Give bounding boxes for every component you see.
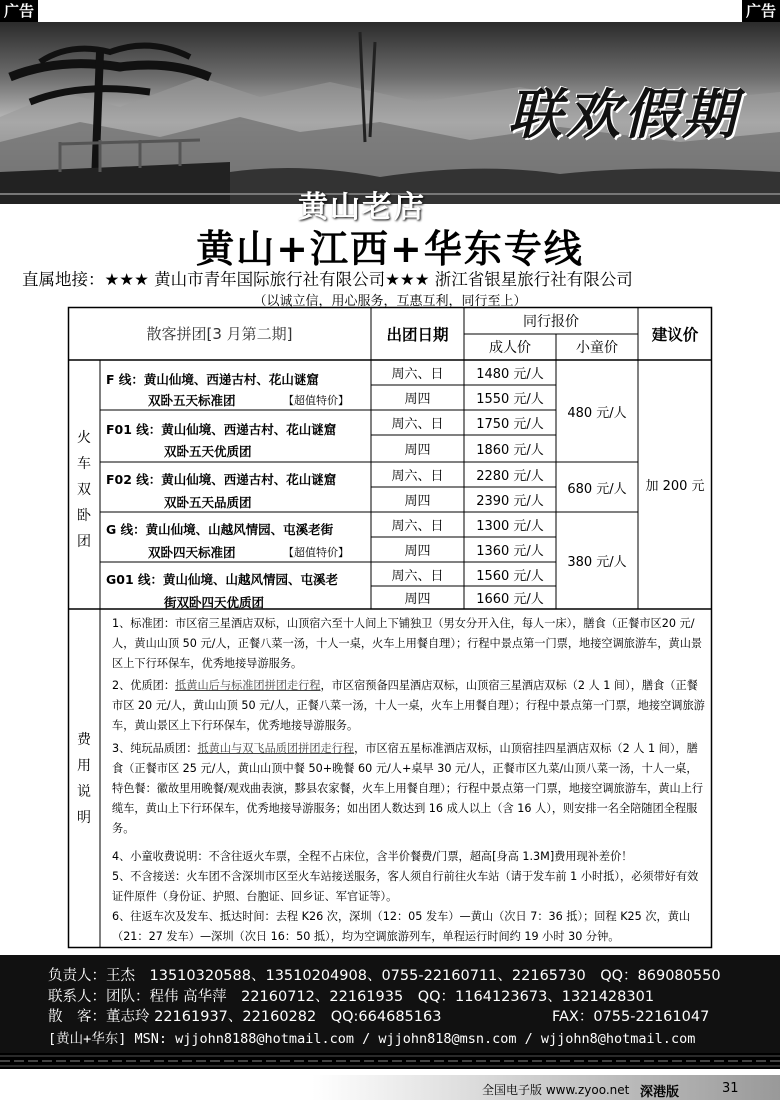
side-label-train: 火车双卧团 <box>77 430 91 550</box>
adult-price-g01-2: 1660 元/人 <box>476 592 544 607</box>
page-number: 31 <box>722 1081 739 1096</box>
fee-item-5: 5、不含接送：火车团不含深圳市区至火车站接送服务，客人须自行前往火车站（请于发车前 1 小时抵），必须带好有效证件原件（身份证、护照、台胞证、回乡证、军官证等）。 <box>112 870 699 903</box>
date-f01-1: 周六、日 <box>391 417 444 432</box>
edition-label: 深港版 <box>640 1085 680 1100</box>
fee-item-1: 1、标准团：市区宿三星酒店双标，山顶宿六至十人间上下铺独卫（男女分开入住，每人一床），膳食（正餐市区20 元/人，黄山山顶 50 元/人，正餐八菜一汤，十人一桌，火车上用餐自理）；行程中景点第一门票，地接空调旅游车，黄山景区上下行环保车，优秀地接导游服务。 <box>112 617 703 670</box>
header-group: 散客拼团[3 月第二期] <box>146 325 293 343</box>
decorative-border <box>0 1053 780 1069</box>
adult-price-g-1: 1300 元/人 <box>476 519 544 534</box>
route-f02-line2: 双卧五天品质团 <box>164 495 252 510</box>
footer-msn: [黄山+华东] MSN: wjjohn8188@hotmail.com / wjjohn818@msn.com / wjjohn8@hotmail.com <box>48 1031 696 1047</box>
footer-fax: FAX：0755-22161047 <box>552 1009 710 1025</box>
date-g01-1: 周六、日 <box>391 568 444 584</box>
date-g-1: 周六、日 <box>391 519 444 534</box>
date-f-1: 周六、日 <box>391 367 444 382</box>
route-g-line1: G 线：黄山仙境、山越风情园、屯溪老街 <box>106 522 334 537</box>
footer-individual: 散 客：董志玲 22161937、22160282 QQ:664685163 <box>48 1009 442 1025</box>
adult-price-f-2: 1550 元/人 <box>476 392 544 407</box>
route-f-tag: 【超值特价】 <box>283 394 349 407</box>
child-price-f02: 680 元/人 <box>567 481 627 497</box>
route-f01-line2: 双卧五天优质团 <box>164 444 252 459</box>
date-g01-2: 周四 <box>404 592 431 607</box>
meander-pattern <box>0 1053 780 1069</box>
adult-price-f01-2: 1860 元/人 <box>476 443 544 458</box>
fee-item-6: 6、往返车次及发车、抵达时间：去程 K26 次，深圳（12：05 发车）—黄山（次日 7：36 抵）；回程 K25 次，黄山（21：27 发车）—深圳（次日 16：50 抵），均为空调旅游列车，单程运行时间约 19 小时 30 分钟。 <box>112 910 691 943</box>
adult-price-f02-2: 2390 元/人 <box>476 494 544 509</box>
ad-tag-left: 广告 <box>0 0 38 22</box>
fee-item-3: 3、纯玩品质团：抵黄山与双飞品质团拼团走行程，市区宿五星标准酒店双标，山顶宿挂四星酒店双标（2 人 1 间），膳食（正餐市区 25 元/人，黄山山顶中餐 50+晚餐 60 元/人+桌早 30 元/人，正餐市区九菜/山顶八菜一汤，十人一桌，特色餐：徽故里用晚餐/观戏曲表演，黟县农家餐，火车上用餐自理）；行程中景点第一门票，地接空调旅游车，黄山上行缆车，黄山上下行环保车，优秀地接导游服务；如出团人数达到 16 成人以上（含 16 人），则安排一名全陪随团全程服务。 <box>112 742 704 835</box>
child-price-f: 480 元/人 <box>567 405 627 421</box>
header-banner <box>0 22 780 225</box>
main-title: 黄山+江西+华东专线 <box>196 227 584 271</box>
fee-label: 费用说明 <box>77 732 91 826</box>
brand-title: 联欢假期 <box>508 82 740 146</box>
date-f-2: 周四 <box>404 392 431 407</box>
agency-line: 直属地接：★★★ 黄山市青年国际旅行社有限公司★★★ 浙江省银星旅行社有限公司 <box>22 270 633 289</box>
route-f01-line1: F01 线：黄山仙境、西递古村、花山谜窟 <box>106 422 337 437</box>
route-g01-line2: 街双卧四天优质团 <box>164 595 265 610</box>
route-f-line1: F 线：黄山仙境、西递古村、花山谜窟 <box>106 372 319 387</box>
date-g-2: 周四 <box>404 544 431 559</box>
child-price-g: 380 元/人 <box>567 555 627 570</box>
footer-manager: 负责人：王杰 13510320588、13510204908、0755-22160711、22165730 QQ：869080550 <box>48 968 721 984</box>
page-bottom-bar <box>0 1075 780 1100</box>
fee-link-2: 抵黄山后与标准团拼团走行程 <box>175 679 321 692</box>
adult-price-f01-1: 1750 元/人 <box>476 417 544 432</box>
site-url: 全国电子版 www.zyoo.net <box>482 1083 630 1097</box>
price-table <box>68 307 712 948</box>
date-f02-2: 周四 <box>404 494 431 509</box>
adult-price-f02-1: 2280 元/人 <box>476 469 544 484</box>
motto: （以诚立信，用心服务，互惠互利，同行至上） <box>253 294 527 309</box>
fee-link-3: 抵黄山与双飞品质团拼团走行程 <box>197 742 355 755</box>
fee-item-2: 2、优质团：抵黄山后与标准团拼团走行程，市区宿预备四星酒店双标，山顶宿三星酒店双标（2 人 1 间），膳食（正餐市区 20 元/人，黄山山顶 50 元/人，正餐八菜一汤，十人一桌，火车上用餐自理）；行程中景点第一门票，地接空调旅游车，黄山景区上下行环保车，优秀地接导游服务。 <box>112 679 705 732</box>
store-name: 黄山老店 <box>298 190 426 225</box>
ad-tag-right: 广告 <box>742 0 780 22</box>
header-peer-price: 同行报价 <box>523 313 579 330</box>
fee-item-4: 4、小童收费说明：不含往返火车票，全程不占床位，含半价餐费/门票，超高[身高 1.3M]费用现补差价！ <box>112 850 633 863</box>
contact-footer <box>0 955 780 1053</box>
route-f-line2: 双卧五天标准团 <box>148 393 236 408</box>
route-g-line2: 双卧四天标准团 <box>148 545 236 560</box>
route-g-tag: 【超值特价】 <box>283 546 349 559</box>
route-g01-line1: G01 线：黄山仙境、山越风情园、屯溪老 <box>106 572 339 587</box>
header-adult: 成人价 <box>489 340 531 356</box>
header-date: 出团日期 <box>386 325 449 344</box>
header-child: 小童价 <box>576 340 618 356</box>
route-f02-line1: F02 线：黄山仙境、西递古村、花山谜窟 <box>106 472 337 487</box>
suggest-price: 加 200 元 <box>645 479 705 494</box>
adult-price-g01-1: 1560 元/人 <box>476 568 544 584</box>
date-f01-2: 周四 <box>404 443 431 458</box>
header-suggest: 建议价 <box>651 325 699 344</box>
date-f02-1: 周六、日 <box>391 469 444 484</box>
adult-price-f-1: 1480 元/人 <box>476 367 544 382</box>
adult-price-g-2: 1360 元/人 <box>476 544 544 559</box>
footer-contact: 联系人：团队：程伟 高华萍 22160712、22161935 QQ：1164123673、1321428301 <box>48 989 655 1005</box>
